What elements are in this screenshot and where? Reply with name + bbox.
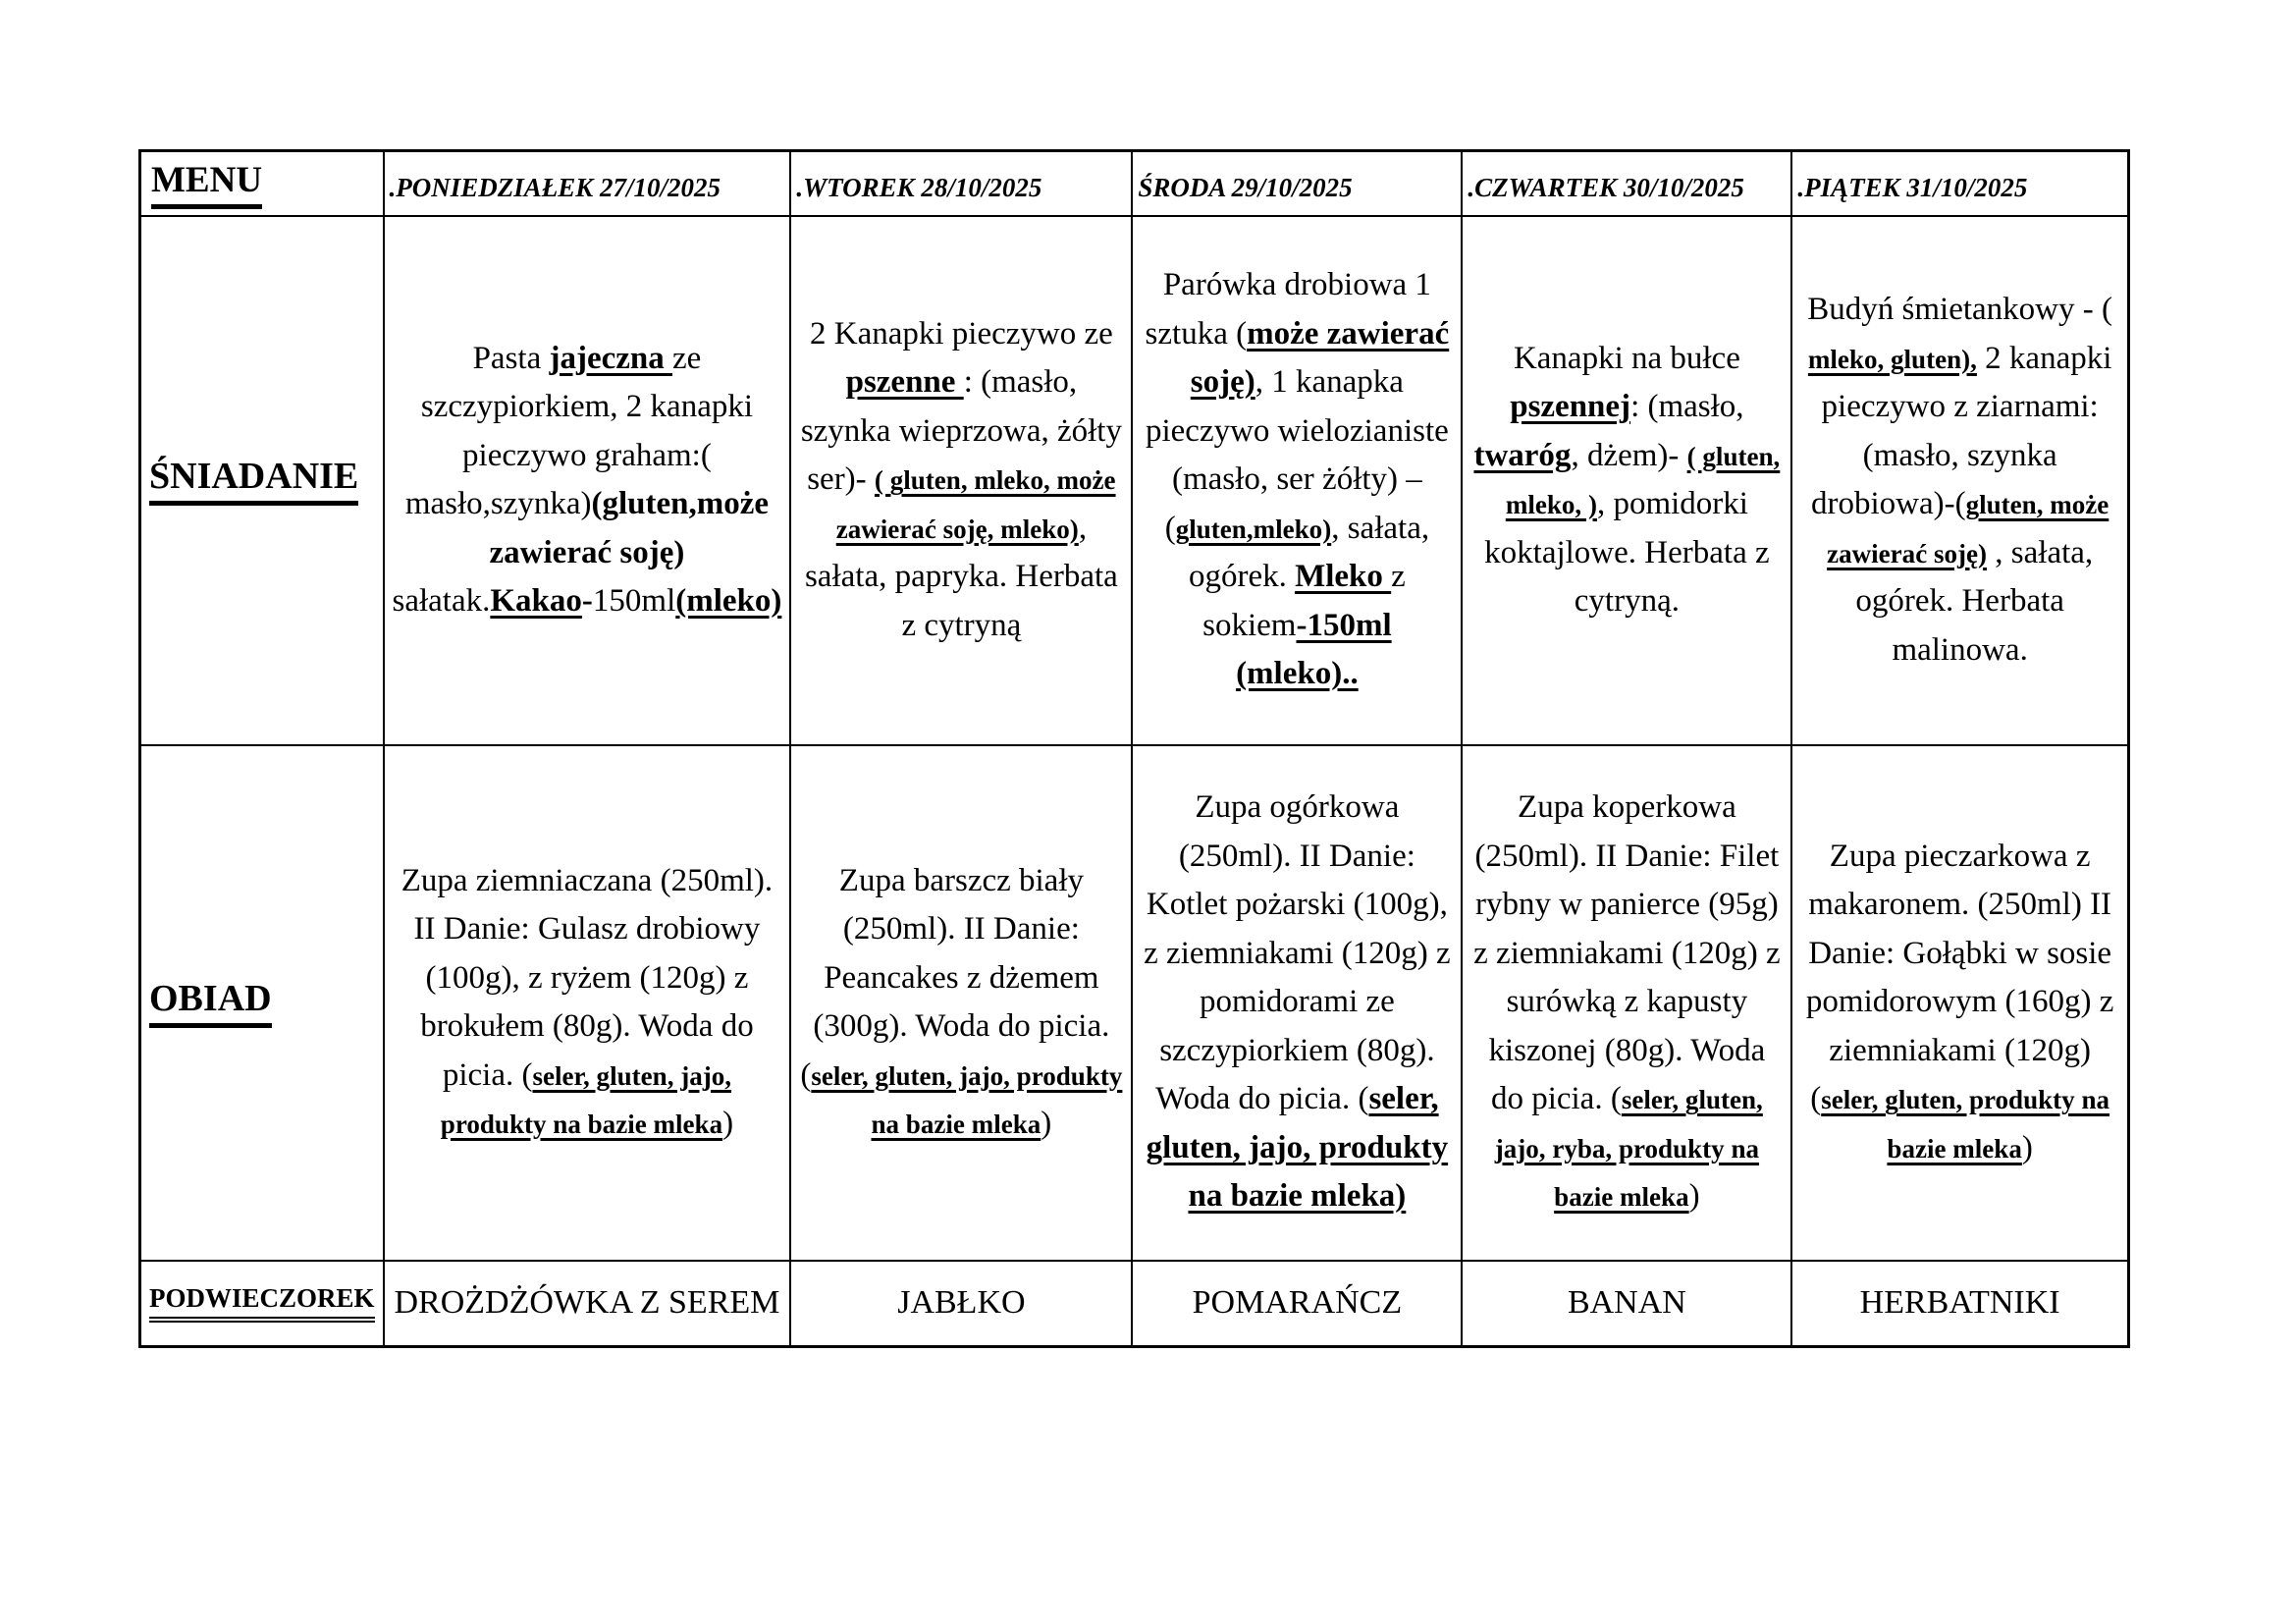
- text-segment: POMARAŃCZ: [1192, 1284, 1403, 1321]
- text-segment: (gluten,może zawierać soję): [489, 486, 770, 570]
- text-segment: ze szczypiorkiem, 2 kanapki pieczywo graham:( masło,szynka): [404, 340, 754, 521]
- text-segment: : (masło,: [1630, 389, 1744, 424]
- cell-obiad-poniedzialek: [384, 745, 791, 1261]
- text-segment: JABŁKO: [897, 1284, 1026, 1321]
- text-segment: Pasta: [472, 340, 550, 376]
- row-label-text: ŚNIADANIE: [149, 455, 358, 506]
- day-header-label: .CZWARTEK 30/10/2025: [1468, 172, 1744, 202]
- text-segment: HERBATNIKI: [1859, 1284, 2060, 1321]
- text-segment: ): [2021, 1129, 2033, 1165]
- menu-table: [138, 149, 2130, 1348]
- row-label-podwieczorek: [140, 1261, 384, 1347]
- text-segment: pszennej: [1510, 389, 1631, 424]
- day-header-piatek: [1791, 151, 2128, 216]
- text-segment: seler, gluten, jajo, produkty na bazie mleka): [1146, 1081, 1449, 1215]
- text-segment: Kanapki na bułce: [1513, 340, 1740, 376]
- text-segment: sałatak.: [392, 583, 491, 619]
- day-header-label: .PONIEDZIAŁEK 27/10/2025: [389, 172, 721, 202]
- text-segment: , sałata, papryka. Herbata z cytryną: [804, 510, 1118, 643]
- text-segment: seler, gluten, jajo, ryba, produkty na bazie mleka: [1494, 1085, 1763, 1213]
- text-segment: może zawierać soję): [1190, 315, 1450, 401]
- text-segment: gluten, może zawierać soję): [1827, 490, 2109, 568]
- row-label-text: OBIAD: [149, 977, 272, 1028]
- text-segment: -150ml (mleko)..: [1236, 607, 1392, 692]
- cell-sniadanie-wtorek: [790, 216, 1132, 745]
- day-header-label: .PIĄTEK 31/10/2025: [1797, 172, 2028, 202]
- text-segment: Mleko: [1295, 559, 1392, 595]
- text-segment: pszenne: [845, 364, 964, 401]
- text-segment: ( gluten, mleko, może zawierać soję, mleko): [835, 465, 1116, 544]
- text-segment: Parówka drobiowa 1 sztuka (: [1145, 267, 1431, 352]
- text-segment: Zupa barszcz biały (250ml). II Danie: Peancakes z dżemem (300g). Woda do picia. (: [800, 862, 1110, 1093]
- text-segment: Zupa ogórkowa (250ml). II Danie: Kotlet pożarski (100g), z ziemniakami (120g) z pomidorami ze szczypiorkiem (80g). Woda do picia. (: [1144, 789, 1451, 1117]
- text-segment: Zupa ziemniaczana (250ml). II Danie: Gulasz drobiowy (100g), z ryżem (120g) z brokułem (80g). Woda do picia. (: [400, 862, 774, 1093]
- cell-obiad-wtorek: [790, 745, 1132, 1261]
- text-segment: seler, gluten, produkty na bazie mleka: [1821, 1085, 2110, 1164]
- text-segment: , pomidorki koktajlowe. Herbata z cytryną.: [1484, 486, 1770, 619]
- text-segment: seler, gluten, jajo, produkty na bazie mleka: [440, 1060, 732, 1139]
- text-segment: (mleko): [675, 583, 782, 619]
- row-label-text: PODWIECZOREK: [149, 1283, 375, 1323]
- text-segment: , sałata, ogórek.: [1188, 510, 1430, 595]
- text-segment: , 1 kanapka pieczywo wielozianiste (masło, ser żółty) – (: [1145, 364, 1449, 546]
- menu-title: MENU: [151, 159, 262, 209]
- menu-title-cell: [140, 151, 384, 216]
- text-segment: Budyń śmietankowy - (: [1807, 292, 2112, 327]
- text-segment: BANAN: [1567, 1284, 1686, 1321]
- text-segment: ): [722, 1106, 734, 1141]
- cell-obiad-sroda: [1132, 745, 1462, 1261]
- text-segment: , sałata, ogórek. Herbata malinowa.: [1855, 534, 2094, 668]
- text-segment: Zupa pieczarkowa z makaronem. (250ml) II Danie: Gołąbki w sosie pomidorowym (160g) z ziemniakami (120g) (: [1805, 838, 2114, 1117]
- text-segment: 2 Kanapki pieczywo ze: [810, 315, 1113, 352]
- cell-podwieczorek-piatek: [1791, 1261, 2128, 1347]
- cell-sniadanie-piatek: [1791, 216, 2128, 745]
- row-label-sniadanie: [140, 216, 384, 745]
- day-header-poniedzialek: [384, 151, 791, 216]
- text-segment: seler, gluten, jajo, produkty na bazie mleka: [811, 1060, 1123, 1139]
- cell-podwieczorek-sroda: [1132, 1261, 1462, 1347]
- text-segment: ( gluten, mleko, ): [1505, 441, 1781, 519]
- text-segment: ): [1688, 1178, 1700, 1215]
- row-label-obiad: [140, 745, 384, 1261]
- day-header-label: .WTOREK 28/10/2025: [796, 172, 1042, 202]
- cell-obiad-piatek: [1791, 745, 2128, 1261]
- day-header-wtorek: [790, 151, 1132, 216]
- text-segment: Kakao: [490, 583, 582, 619]
- cell-obiad-czwartek: [1462, 745, 1791, 1261]
- cell-sniadanie-czwartek: [1462, 216, 1791, 745]
- day-header-label: ŚRODA 29/10/2025: [1138, 172, 1353, 202]
- day-header-sroda: [1132, 151, 1462, 216]
- text-segment: Zupa koperkowa (250ml). II Danie: Filet rybny w panierce (95g) z ziemniakami (120g) z surówką z kapusty kiszonej (80g). Woda do picia. (: [1473, 789, 1781, 1117]
- cell-podwieczorek-wtorek: [790, 1261, 1132, 1347]
- cell-sniadanie-sroda: [1132, 216, 1462, 745]
- cell-podwieczorek-poniedzialek: [384, 1261, 791, 1347]
- text-segment: gluten,mleko): [1175, 514, 1332, 544]
- day-header-czwartek: [1462, 151, 1791, 216]
- text-segment: -: [581, 583, 593, 619]
- text-segment: DROŻDŻÓWKA Z SEREM: [394, 1284, 780, 1321]
- text-segment: twaróg: [1473, 437, 1572, 473]
- text-segment: z sokiem: [1202, 559, 1406, 643]
- text-segment: : (masło, szynka wieprzowa, żółty ser)-: [800, 364, 1122, 498]
- cell-podwieczorek-czwartek: [1462, 1261, 1791, 1347]
- text-segment: 2 kanapki pieczywo z ziarnami: (masło, szynka drobiowa)-(: [1810, 340, 2112, 521]
- text-segment: jajeczna: [549, 340, 673, 376]
- text-segment: mleko, gluten),: [1807, 344, 1977, 374]
- text-segment: 150ml: [592, 583, 676, 619]
- text-segment: ): [1041, 1106, 1052, 1141]
- cell-sniadanie-poniedzialek: [384, 216, 791, 745]
- text-segment: , dżem)-: [1571, 437, 1687, 473]
